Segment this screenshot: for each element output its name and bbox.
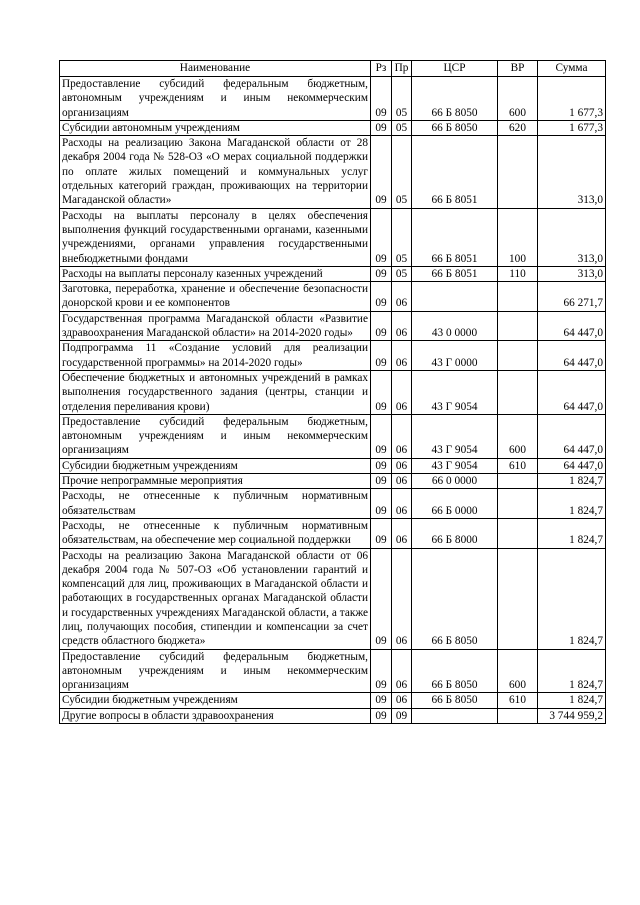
column-header-name: Наименование (60, 61, 371, 77)
cell-csr: 43 0 0000 (412, 311, 498, 341)
cell-pr: 05 (392, 208, 412, 266)
column-header-pr: Пр (392, 61, 412, 77)
cell-vr (498, 341, 538, 371)
cell-sum: 66 271,7 (538, 282, 606, 312)
cell-vr (498, 474, 538, 489)
cell-rz: 09 (371, 474, 392, 489)
cell-sum: 313,0 (538, 136, 606, 208)
cell-pr: 06 (392, 458, 412, 473)
table-row (60, 708, 606, 723)
cell-rz: 09 (371, 370, 392, 414)
table-row (60, 489, 606, 519)
cell-name: Субсидии бюджетным учреждениям (60, 693, 371, 708)
cell-vr: 620 (498, 120, 538, 135)
column-header-vr: ВР (498, 61, 538, 77)
cell-vr (498, 548, 538, 649)
cell-pr: 06 (392, 649, 412, 693)
cell-vr: 600 (498, 649, 538, 693)
cell-vr: 610 (498, 693, 538, 708)
cell-csr (412, 708, 498, 723)
cell-sum: 1 824,7 (538, 548, 606, 649)
cell-csr: 66 Б 8051 (412, 266, 498, 281)
cell-name: Прочие непрограммные мероприятия (60, 474, 371, 489)
cell-pr: 06 (392, 474, 412, 489)
cell-pr: 05 (392, 266, 412, 281)
cell-name: Расходы на реализацию Закона Магаданской области от 06 декабря 2004 года № 507-ОЗ «Об установлении гарантий и компенсаций для лиц, проживающих в Магаданской области и работающих в государственных органах Магаданской области и государственных учреждениях Магаданской области, а также лиц, получающих пособия, стипендии и компенсации за счет средств областного бюджета» (60, 548, 371, 649)
cell-vr: 100 (498, 208, 538, 266)
table-row (60, 120, 606, 135)
cell-vr (498, 370, 538, 414)
cell-sum: 64 447,0 (538, 458, 606, 473)
cell-rz: 09 (371, 282, 392, 312)
cell-sum: 1 824,7 (538, 474, 606, 489)
table-row (60, 649, 606, 693)
cell-vr: 600 (498, 414, 538, 458)
cell-sum: 1 824,7 (538, 518, 606, 548)
cell-rz: 09 (371, 266, 392, 281)
table-row (60, 136, 606, 208)
cell-csr: 66 Б 8050 (412, 693, 498, 708)
cell-rz: 09 (371, 489, 392, 519)
cell-pr: 05 (392, 136, 412, 208)
cell-vr: 610 (498, 458, 538, 473)
table-row (60, 414, 606, 458)
cell-name: Предоставление субсидий федеральным бюджетным, автономным учреждениям и иным некоммерческим организациям (60, 77, 371, 121)
table-body (60, 77, 606, 724)
table-row (60, 266, 606, 281)
cell-sum: 1 677,3 (538, 77, 606, 121)
cell-pr: 06 (392, 370, 412, 414)
cell-rz: 09 (371, 136, 392, 208)
cell-rz: 09 (371, 458, 392, 473)
cell-rz: 09 (371, 311, 392, 341)
cell-vr (498, 708, 538, 723)
cell-vr: 110 (498, 266, 538, 281)
table-row (60, 282, 606, 312)
cell-sum: 1 824,7 (538, 649, 606, 693)
cell-rz: 09 (371, 414, 392, 458)
cell-name: Субсидии автономным учреждениям (60, 120, 371, 135)
table-row (60, 518, 606, 548)
table-row (60, 474, 606, 489)
cell-sum: 1 824,7 (538, 693, 606, 708)
table-row (60, 208, 606, 266)
cell-sum: 64 447,0 (538, 341, 606, 371)
cell-name: Предоставление субсидий федеральным бюджетным, автономным учреждениям и иным некоммерческим организациям (60, 649, 371, 693)
cell-rz: 09 (371, 341, 392, 371)
cell-rz: 09 (371, 548, 392, 649)
cell-pr: 06 (392, 693, 412, 708)
cell-sum: 64 447,0 (538, 311, 606, 341)
cell-csr: 66 Б 8050 (412, 77, 498, 121)
cell-vr (498, 282, 538, 312)
cell-csr: 66 Б 8050 (412, 548, 498, 649)
cell-csr: 66 Б 8051 (412, 208, 498, 266)
cell-name: Субсидии бюджетным учреждениям (60, 458, 371, 473)
cell-csr: 66 Б 8050 (412, 649, 498, 693)
table-row (60, 458, 606, 473)
cell-sum: 313,0 (538, 266, 606, 281)
cell-csr: 66 Б 8000 (412, 518, 498, 548)
cell-vr (498, 311, 538, 341)
cell-name: Заготовка, переработка, хранение и обеспечение безопасности донорской крови и ее компонентов (60, 282, 371, 312)
cell-rz: 09 (371, 649, 392, 693)
cell-csr: 43 Г 9054 (412, 458, 498, 473)
cell-sum: 313,0 (538, 208, 606, 266)
cell-vr (498, 489, 538, 519)
cell-rz: 09 (371, 693, 392, 708)
cell-name: Расходы на выплаты персоналу казенных учреждений (60, 266, 371, 281)
cell-pr: 06 (392, 311, 412, 341)
cell-csr: 43 Г 9054 (412, 370, 498, 414)
cell-pr: 09 (392, 708, 412, 723)
column-header-rz: Рз (371, 61, 392, 77)
cell-rz: 09 (371, 208, 392, 266)
cell-csr (412, 282, 498, 312)
budget-table (59, 60, 606, 724)
cell-name: Расходы на выплаты персоналу в целях обеспечения выполнения функций государственными органами, казенными учреждениями, органами управления государственными внебюджетными фондами (60, 208, 371, 266)
cell-vr: 600 (498, 77, 538, 121)
cell-name: Другие вопросы в области здравоохранения (60, 708, 371, 723)
cell-sum: 64 447,0 (538, 370, 606, 414)
cell-name: Подпрограмма 11 «Создание условий для реализации государственной программы» на 2014-2020 годы» (60, 341, 371, 371)
cell-name: Расходы, не отнесенные к публичным нормативным обязательствам (60, 489, 371, 519)
cell-csr: 66 Б 8051 (412, 136, 498, 208)
cell-pr: 06 (392, 341, 412, 371)
table-row (60, 693, 606, 708)
cell-rz: 09 (371, 518, 392, 548)
cell-csr: 43 Г 9054 (412, 414, 498, 458)
cell-pr: 06 (392, 414, 412, 458)
cell-sum: 1 677,3 (538, 120, 606, 135)
table-header-row (60, 61, 606, 77)
cell-name: Государственная программа Магаданской области «Развитие здравоохранения Магаданской области» на 2014-2020 годы» (60, 311, 371, 341)
table-row (60, 370, 606, 414)
table-row (60, 77, 606, 121)
cell-name: Расходы на реализацию Закона Магаданской области от 28 декабря 2004 года № 528-ОЗ «О мерах социальной поддержки по оплате жилых помещений и коммунальных услуг отдельных категорий граждан, проживающих на территории Магаданской области» (60, 136, 371, 208)
cell-rz: 09 (371, 77, 392, 121)
cell-pr: 06 (392, 548, 412, 649)
cell-sum: 64 447,0 (538, 414, 606, 458)
cell-sum: 3 744 959,2 (538, 708, 606, 723)
column-header-sum: Сумма (538, 61, 606, 77)
cell-csr: 66 Б 8050 (412, 120, 498, 135)
cell-vr (498, 136, 538, 208)
cell-rz: 09 (371, 708, 392, 723)
cell-pr: 05 (392, 77, 412, 121)
cell-pr: 06 (392, 282, 412, 312)
cell-pr: 06 (392, 518, 412, 548)
cell-csr: 43 Г 0000 (412, 341, 498, 371)
cell-rz: 09 (371, 120, 392, 135)
cell-vr (498, 518, 538, 548)
table-row (60, 341, 606, 371)
table-row (60, 311, 606, 341)
table-row (60, 548, 606, 649)
column-header-csr: ЦСР (412, 61, 498, 77)
cell-pr: 05 (392, 120, 412, 135)
cell-name: Предоставление субсидий федеральным бюджетным, автономным учреждениям и иным некоммерческим организациям (60, 414, 371, 458)
cell-pr: 06 (392, 489, 412, 519)
cell-name: Обеспечение бюджетных и автономных учреждений в рамках выполнения государственного задания (центры, станции и отделения переливания крови) (60, 370, 371, 414)
cell-sum: 1 824,7 (538, 489, 606, 519)
cell-csr: 66 0 0000 (412, 474, 498, 489)
cell-name: Расходы, не отнесенные к публичным нормативным обязательствам, на обеспечение мер социальной поддержки (60, 518, 371, 548)
cell-csr: 66 Б 0000 (412, 489, 498, 519)
